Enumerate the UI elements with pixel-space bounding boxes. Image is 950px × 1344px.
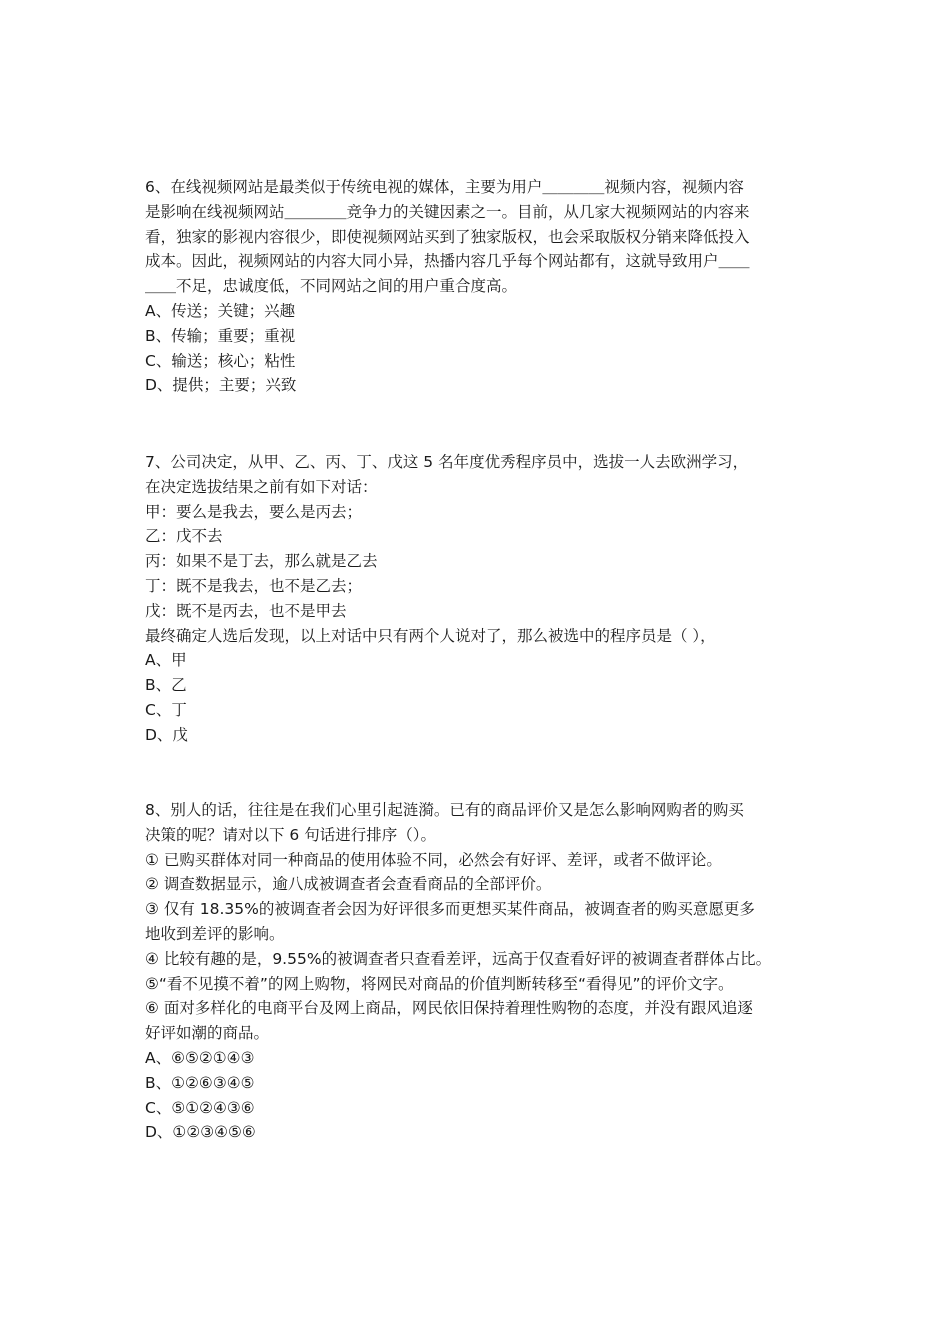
question-stem-line: ＿＿不足，忠诚度低，不同网站之间的用户重合度高。	[145, 277, 518, 296]
sentence-line: ⑤“看不见摸不着”的网上购物，将网民对商品的价值判断转移至“看得见”的评价文字。	[145, 974, 734, 993]
dialogue-line: 乙：戊不去	[145, 527, 223, 546]
answer-option-a: A、⑥⑤②①④③	[145, 1048, 255, 1067]
sentence-line: ④ 比较有趣的是，9.55%的被调查者只查看差评，远高于仅查看好评的被调查者群体占比。	[145, 949, 772, 968]
question-stem-line: 6、在线视频网站是最类似于传统电视的媒体，主要为用户＿＿＿＿视频内容，视频内容	[145, 178, 744, 196]
answer-option-a: A、甲	[145, 651, 187, 670]
answer-option-c: C、丁	[145, 700, 187, 719]
question-stem-line: 最终确定人选后发现，以上对话中只有两个人说对了，那么被选中的程序员是（ ），	[145, 626, 716, 645]
sentence-line: ③ 仅有 18.35%的被调查者会因为好评很多而更想买某件商品，被调查者的购买意愿更多	[145, 900, 755, 919]
answer-option-b: B、乙	[145, 676, 187, 695]
question-stem-line: 是影响在线视频网站＿＿＿＿竞争力的关键因素之一。目前，从几家大视频网站的内容来	[145, 202, 750, 221]
question-stem-line: 在决定选拔结果之前有如下对话：	[145, 477, 378, 496]
answer-option-b: B、传输；重要；重视	[145, 326, 296, 345]
sentence-line: 地收到差评的影响。	[145, 924, 285, 943]
dialogue-line: 甲：要么是我去，要么是丙去；	[145, 502, 363, 521]
question-7	[145, 450, 810, 748]
sentence-line: ⑥ 面对多样化的电商平台及网上商品，网民依旧保持着理性购物的态度，并没有跟风追逐	[145, 999, 753, 1018]
question-stem-line: 看，独家的影视内容很少，即使视频网站买到了独家版权，也会采取版权分销来降低投入	[145, 227, 750, 246]
sentence-line: ② 调查数据显示，逾八成被调查者会查看商品的全部评价。	[145, 875, 552, 894]
question-stem-line: 成本。因此，视频网站的内容大同小异，热播内容几乎每个网站都有，这就导致用户＿＿	[145, 252, 750, 271]
question-stem-line: 决策的呢？请对以下 6 句话进行排序（）。	[145, 825, 436, 844]
answer-option-b: B、①②⑥③④⑤	[145, 1073, 255, 1092]
answer-option-d: D、①②③④⑤⑥	[145, 1123, 256, 1142]
answer-option-d: D、提供；主要；兴致	[145, 376, 297, 395]
answer-option-c: C、输送；核心；粘性	[145, 351, 296, 370]
answer-option-d: D、戊	[145, 725, 188, 744]
dialogue-line: 丁：既不是我去，也不是乙去；	[145, 576, 363, 595]
question-stem-line: 7、公司决定，从甲、乙、丙、丁、戊这 5 名年度优秀程序员中，选拔一人去欧洲学习，	[145, 453, 749, 471]
dialogue-line: 戊：既不是丙去，也不是甲去	[145, 601, 347, 620]
question-6	[145, 175, 810, 398]
question-8	[145, 798, 810, 1145]
answer-option-a: A、传送；关键；兴趣	[145, 301, 296, 320]
sentence-line: ① 已购买群体对同一种商品的使用体验不同，必然会有好评、差评，或者不做评论。	[145, 850, 722, 869]
dialogue-line: 丙：如果不是丁去，那么就是乙去	[145, 552, 378, 571]
sentence-line: 好评如潮的商品。	[145, 1024, 270, 1043]
answer-option-c: C、⑤①②④③⑥	[145, 1098, 255, 1117]
question-stem-line: 8、别人的话，往往是在我们心里引起涟漪。已有的商品评价又是怎么影响网购者的购买	[145, 801, 744, 819]
